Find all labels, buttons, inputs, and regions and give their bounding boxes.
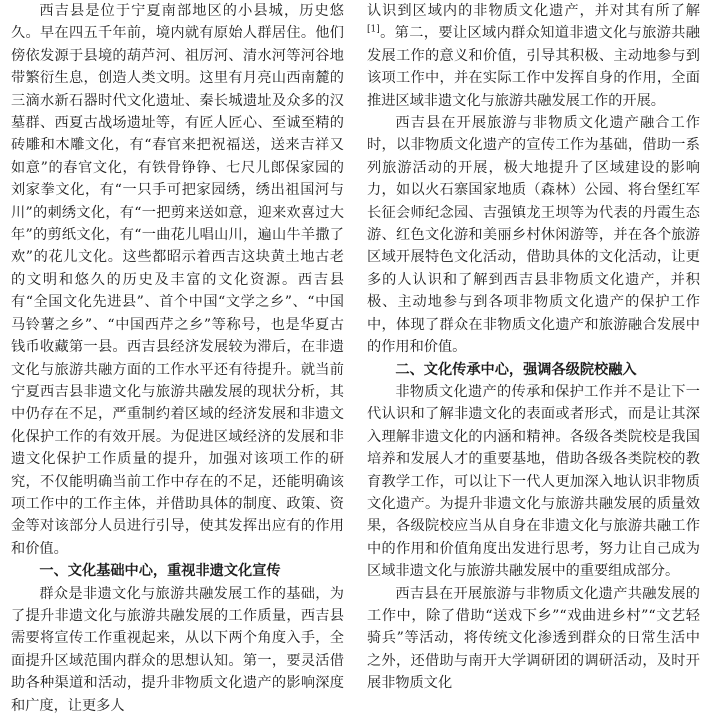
intro-paragraph: 西吉县是位于宁夏南部地区的小县城，历史悠久。早在四五千年前，境内就有原始人群居住。他们傍依发源于县境的葫芦河、祖厉河、清水河等河谷地带繁衍生息，创造人类文明。这里有月亮山西南麓的三滴水新石器时代文化遗址、秦长城遗址及众多的汉墓群、西夏古战场遗址等，有匠人匠心、至诚至精的砖雕和木雕文化，有“春官来把祝福送，送来吉祥又如意”的春官文化，有铁骨铮铮、七尺儿郎保家园的刘家拳文化，有“一只手可把家园绣，绣出祖国河与川”的刺绣文化，有“一把剪来送如意，迎来欢喜过大年”的剪纸文化，有“一曲花儿唱山川，遍山牛羊撒了欢”的花儿文化。这些都昭示着西吉这块黄土地古老的文明和悠久的历史及丰富的文化资源。西吉县有“全国文化先进县”、首个中国“文学之乡”、“中国马铃薯之乡”、“中国西芹之乡”等称号，也是华夏古钱币收藏第一县。西吉县经济发展较为滞后，在非遗文化与旅游共融方面的工作水平还有待提升。就当前宁夏西吉县非遗文化与旅游共融发展的现状分析，其中仍存在不足，严重制约着区域的经济发展和非遗文化保护工作的有效开展。为促进区域经济的发展和非遗文化保护工作质量的提升，加强对该项工作的研究，不仅能明确当前工作中存在的不足，还能明确该项工作中的工作主体，并借助具体的制度、政策、资金等对该部分人员进行引导，使其发挥出应有的作用和价值。 bbox=[11, 3, 344, 557]
section-2-paragraph: 非物质文化遗产的传承和保护工作并不是让下一代认识和了解非遗文化的表面或者形式，而是让其深入理解非遗文化的内涵和精神。各级各类院校是我国培养和发展人才的重要基地，借助各级各类院校的教育教学工作，可以让下一代人更加深入地认识非物质文化遗产。为提升非遗文化与旅游共融发展的质量效果，各级院校应当从自身在非遗文化与旅游共融工作中的作用和价值角度出发进行思考，努力让自己成为区域非遗文化与旅游共融发展中的重要组成部分。 bbox=[367, 383, 700, 580]
right-column bbox=[367, 0, 700, 695]
section-heading-1: 一、文化基础中心，重视非遗文化宣传 bbox=[39, 563, 281, 580]
tourism-activities-paragraph: 西吉县在开展旅游与非物质文化遗产融合工作时，以非物质文化遗产的宣传工作为基础，借助一系列旅游活动的开展，极大地提升了区域建设的影响力，如以火石寨国家地质（森林）公园、将台堡红军长征会师纪念园、吉强镇龙王坝等为代表的丹霞生态游、红色文化游和美丽乡村休闲游等，并在各个旅游区域开展特色文化活动，借助具体的文化活动，让更多的人认识和了解到西吉县非物质文化遗产，并积极、主动地参与到各项非物质文化遗产的保护工作中，体现了群众在非物质文化遗产和旅游融合发展中的作用和价值。 bbox=[367, 115, 700, 356]
citation-mark: [1] bbox=[367, 24, 380, 35]
continued-text-tail: 。第二，要让区域内群众知道非遗文化与旅游共融发展工作的意义和价值，引导其积极、主动地参与到该项工作中，并在实际工作中发挥自身的作用，全面推进区域非遗文化与旅游共融发展工作的开展。 bbox=[367, 25, 700, 109]
section-1-paragraph: 群众是非遗文化与旅游共融发展工作的基础，为了提升非遗文化与旅游共融发展的工作质量，西吉县需要将宣传工作重视起来，从以下两个角度入手，全面提升区域范围内群众的思想认知。第一，要灵活借助各种渠道和活动，提升非物质文化遗产的影响深度和广度，让更多人 bbox=[11, 585, 344, 714]
continued-text: 认识到区域内的非物质文化遗产，并对其有所了解 bbox=[367, 3, 700, 19]
section-heading-2: 二、文化传承中心，强调各级院校融入 bbox=[395, 361, 637, 378]
section-2-paragraph-2: 西吉县在开展旅游与非物质文化遗产共融发展的工作中，除了借助“送戏下乡”“戏曲进乡村”“文艺轻骑兵”等活动，将传统文化渗透到群众的日常生活中之外，还借助与南开大学调研团的调研活动，及时开展非物质文化 bbox=[367, 585, 700, 692]
continued-paragraph bbox=[367, 0, 700, 112]
left-column bbox=[11, 0, 344, 717]
